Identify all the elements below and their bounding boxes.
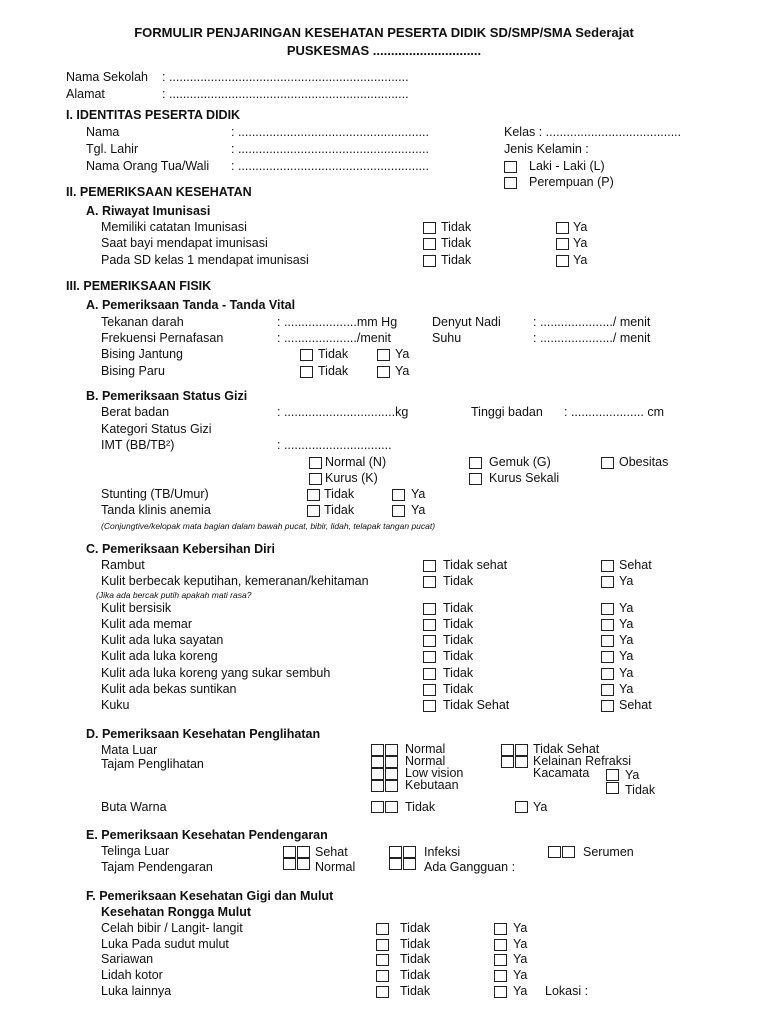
form-subtitle: PUSKESMAS ..............................	[286, 43, 482, 58]
tekanan-darah-field[interactable]: : .....................mm Hg	[277, 315, 398, 329]
kebersihan-row-label: Kulit ada luka sayatan	[101, 633, 224, 647]
infeksi-label: Infeksi	[424, 845, 461, 859]
option-label: Tidak Sehat	[443, 698, 510, 712]
gizi-obesitas-label: Obesitas	[619, 455, 669, 469]
kebersihan-yes-checkbox[interactable]	[601, 651, 614, 663]
tidak-sehat-label: Tidak Sehat	[533, 742, 600, 756]
section-identitas-title: I. IDENTITAS PESERTA DIDIK	[66, 108, 241, 122]
kebersihan-row-label: Kulit ada memar	[101, 617, 193, 631]
berat-badan-field[interactable]: : ................................kg	[277, 405, 409, 419]
option-label: Tidak	[400, 921, 431, 935]
gizi-normal-checkbox[interactable]	[309, 457, 322, 469]
kebersihan-yes-checkbox[interactable]	[601, 603, 614, 615]
normal-label: Normal	[405, 754, 446, 768]
option-label: Ya	[619, 649, 634, 663]
gender-male-checkbox[interactable]	[504, 161, 517, 173]
option-label: Sehat	[619, 558, 652, 572]
option-label: Ya	[573, 236, 588, 250]
kebutaan-label: Kebutaan	[405, 778, 459, 792]
nama-label: Nama	[86, 125, 120, 139]
kebersihan-no-checkbox[interactable]	[423, 619, 436, 631]
tidak-sehat-checkbox[interactable]	[501, 744, 514, 756]
penglihatan-title: D. Pemeriksaan Kesehatan Penglihatan	[86, 727, 321, 741]
normal-label: Normal	[315, 860, 356, 874]
ortu-label: Nama Orang Tua/Wali	[86, 159, 210, 173]
imunisasi-yes-checkbox[interactable]	[556, 222, 569, 234]
buta-warna-no-checkbox[interactable]	[385, 801, 398, 813]
imunisasi-no-checkbox[interactable]	[423, 255, 436, 267]
gizi-obesitas-checkbox[interactable]	[601, 457, 614, 469]
kulit-note: (Jika ada bercak putih apakah mati rasa?	[96, 590, 252, 600]
denyut-nadi-field[interactable]: : ...................../ menit	[533, 315, 651, 329]
imunisasi-row-label: Pada SD kelas 1 mendapat imunisasi	[101, 253, 309, 267]
gigi-row-label: Luka Pada sudut mulut	[101, 937, 229, 951]
option-label: Tidak	[400, 952, 431, 966]
rambut-no-checkbox[interactable]	[423, 560, 436, 572]
option-label: Tidak	[441, 220, 472, 234]
tidak-sehat-checkbox[interactable]	[515, 744, 528, 756]
rambut-label: Rambut	[101, 558, 145, 572]
kebersihan-title: C. Pemeriksaan Kebersihan Diri	[86, 542, 275, 556]
tinggi-badan-label: Tinggi badan	[471, 405, 543, 419]
gigi-yes-checkbox[interactable]	[494, 939, 507, 951]
gigi-row-label: Celah bibir / Langit- langit	[101, 921, 243, 935]
bising-paru-label: Bising Paru	[101, 364, 165, 378]
option-label: Ya	[513, 984, 528, 998]
school-name-field[interactable]: : .....................................................................	[162, 70, 409, 84]
kulit-bercak-label: Kulit berbecak keputihan, kemeranan/kehitaman	[101, 574, 369, 588]
option-label: Sehat	[619, 698, 652, 712]
gizi-kurus-sekali-label: Kurus Sekali	[489, 471, 560, 485]
tajam-pendengaran-label: Tajam Pendengaran	[101, 860, 213, 874]
kelainan-refraksi-label: Kelainan Refraksi	[533, 754, 631, 768]
normal-checkbox[interactable]	[283, 858, 296, 870]
gigi-yes-checkbox[interactable]	[494, 923, 507, 935]
gangguan-checkbox[interactable]	[389, 858, 402, 870]
telinga-luar-label: Telinga Luar	[101, 844, 170, 858]
option-label: Ya	[619, 601, 634, 615]
option-label: Ya	[395, 347, 410, 361]
option-label: Ya	[395, 364, 410, 378]
imt-field[interactable]: : ...............................	[277, 438, 392, 452]
tajam-penglihatan-checkbox[interactable]	[371, 756, 384, 768]
normal-checkbox[interactable]	[297, 858, 310, 870]
section-pemeriksaan-title: II. PEMERIKSAAN KESEHATAN	[66, 185, 252, 199]
kebersihan-no-checkbox[interactable]	[423, 635, 436, 647]
kebersihan-no-checkbox[interactable]	[423, 651, 436, 663]
option-label: Tidak	[443, 649, 474, 663]
kebersihan-no-checkbox[interactable]	[423, 668, 436, 680]
gigi-row-label: Luka lainnya	[101, 984, 172, 998]
imt-label: IMT (BB/TB²)	[101, 438, 175, 452]
imunisasi-row-label: Memiliki catatan Imunisasi	[101, 220, 247, 234]
gangguan-checkbox[interactable]	[403, 858, 416, 870]
option-label: Ya	[533, 800, 548, 814]
imunisasi-no-checkbox[interactable]	[423, 222, 436, 234]
gigi-title: F. Pemeriksaan Kesehatan Gigi dan Mulut	[86, 889, 334, 903]
serumen-checkbox[interactable]	[562, 846, 575, 858]
option-label: Tidak	[443, 574, 474, 588]
gigi-row-label: Sariawan	[101, 952, 154, 966]
kebersihan-yes-checkbox[interactable]	[601, 700, 614, 712]
sehat-checkbox[interactable]	[297, 846, 310, 858]
school-address-field[interactable]: : .....................................................................	[162, 87, 409, 101]
option-label: Tidak	[441, 236, 472, 250]
kebersihan-yes-checkbox[interactable]	[601, 668, 614, 680]
ortu-field[interactable]: : .......................................................	[231, 159, 429, 173]
option-label: Tidak	[443, 682, 474, 696]
buta-warna-no-checkbox[interactable]	[371, 801, 384, 813]
imunisasi-no-checkbox[interactable]	[423, 238, 436, 250]
low-vision-label: Low vision	[405, 766, 464, 780]
gender-female-label: Perempuan (P)	[529, 175, 614, 189]
option-label: Ya	[619, 574, 634, 588]
gizi-normal-label: Normal (N)	[325, 455, 387, 469]
option-label: Tidak	[443, 617, 474, 631]
option-label: Tidak	[443, 633, 474, 647]
option-label: Ya	[513, 968, 528, 982]
kacamata-yes-label: Ya	[625, 768, 640, 782]
bising-paru-no-checkbox[interactable]	[300, 366, 313, 378]
tajam-penglihatan-checkbox[interactable]	[371, 768, 384, 780]
gangguan-label: Ada Gangguan :	[424, 860, 516, 874]
option-label: Tidak	[400, 968, 431, 982]
kebersihan-no-checkbox[interactable]	[423, 700, 436, 712]
gigi-no-checkbox[interactable]	[376, 986, 389, 998]
option-label: Tidak	[400, 984, 431, 998]
gizi-kurus-sekali-checkbox[interactable]	[469, 473, 482, 485]
tgl-lahir-field[interactable]: : .......................................................	[231, 142, 429, 156]
gigi-no-checkbox[interactable]	[376, 939, 389, 951]
kacamata-no-label: Tidak	[625, 783, 656, 797]
imunisasi-row-label: Saat bayi mendapat imunisasi	[101, 236, 268, 250]
option-label: Ya	[411, 503, 426, 517]
option-label: Ya	[513, 937, 528, 951]
gigi-row-label: Lidah kotor	[101, 968, 163, 982]
tajam-penglihatan-checkbox[interactable]	[385, 780, 398, 792]
option-label: Tidak	[400, 937, 431, 951]
option-label: Tidak	[324, 487, 355, 501]
kebersihan-row-label: Kulit ada luka koreng	[101, 649, 218, 663]
sehat-label: Sehat	[315, 845, 348, 859]
bising-jantung-no-checkbox[interactable]	[300, 349, 313, 361]
infeksi-checkbox[interactable]	[389, 846, 402, 858]
anemia-note: (Conjungtive/kelopak mata bagian dalam bawah pucat, bibir, lidah, telapak tangan pucat)	[101, 521, 436, 531]
option-label: Tidak	[405, 800, 436, 814]
gigi-yes-checkbox[interactable]	[494, 954, 507, 966]
kelas-field[interactable]: Kelas : .......................................	[504, 125, 682, 139]
riwayat-imunisasi-title: A. Riwayat Imunisasi	[86, 204, 211, 218]
gender-male-label: Laki - Laki (L)	[529, 159, 605, 173]
tajam-penglihatan-label: Tajam Penglihatan	[101, 757, 204, 771]
stunting-no-checkbox[interactable]	[307, 489, 320, 501]
suhu-field[interactable]: : ...................../ menit	[533, 331, 651, 345]
tekanan-darah-label: Tekanan darah	[101, 315, 184, 329]
mata-luar-label: Mata Luar	[101, 743, 158, 757]
kulit-bercak-no-checkbox[interactable]	[423, 576, 436, 588]
kebersihan-row-label: Kulit bersisik	[101, 601, 172, 615]
gizi-title: B. Pemeriksaan Status Gizi	[86, 389, 248, 403]
kacamata-yes-checkbox[interactable]	[606, 769, 619, 781]
bising-jantung-yes-checkbox[interactable]	[377, 349, 390, 361]
serumen-label: Serumen	[583, 845, 634, 859]
gigi-no-checkbox[interactable]	[376, 970, 389, 982]
option-label: Ya	[573, 220, 588, 234]
kebersihan-row-label: Kulit ada luka koreng yang sukar sembuh	[101, 666, 331, 680]
stunting-yes-checkbox[interactable]	[392, 489, 405, 501]
vital-title: A. Pemeriksaan Tanda - Tanda Vital	[86, 298, 296, 312]
anemia-label: Tanda klinis anemia	[101, 503, 211, 517]
infeksi-checkbox[interactable]	[403, 846, 416, 858]
kebersihan-yes-checkbox[interactable]	[601, 635, 614, 647]
pendengaran-title: E. Pemeriksaan Kesehatan Pendengaran	[86, 828, 328, 842]
option-label: Tidak	[324, 503, 355, 517]
option-label: Ya	[619, 633, 634, 647]
kebersihan-row-label: Kuku	[101, 698, 130, 712]
tajam-penglihatan-checkbox[interactable]	[385, 768, 398, 780]
kebersihan-yes-checkbox[interactable]	[601, 684, 614, 696]
gizi-kurus-label: Kurus (K)	[325, 471, 378, 485]
nama-field[interactable]: : .......................................................	[231, 125, 429, 139]
gizi-gemuk-label: Gemuk (G)	[489, 455, 551, 469]
option-label: Ya	[619, 682, 634, 696]
school-name-label: Nama Sekolah	[66, 70, 148, 84]
imunisasi-yes-checkbox[interactable]	[556, 255, 569, 267]
option-label: Tidak	[443, 666, 474, 680]
gizi-kurus-checkbox[interactable]	[309, 473, 322, 485]
rongga-mulut-subtitle: Kesehatan Rongga Mulut	[101, 905, 252, 919]
suhu-label: Suhu	[432, 331, 462, 345]
option-label: Tidak	[318, 364, 349, 378]
mata-luar-checkbox[interactable]	[371, 744, 384, 756]
kacamata-no-checkbox[interactable]	[606, 782, 619, 794]
kategori-gizi-label: Kategori Status Gizi	[101, 422, 212, 436]
section-fisik-title: III. PEMERIKSAAN FISIK	[66, 279, 212, 293]
bising-jantung-label: Bising Jantung	[101, 347, 184, 361]
mata-luar-checkbox[interactable]	[385, 744, 398, 756]
option-label: Ya	[513, 921, 528, 935]
kelainan-refraksi-checkbox[interactable]	[515, 756, 528, 768]
gigi-yes-checkbox[interactable]	[494, 970, 507, 982]
bising-paru-yes-checkbox[interactable]	[377, 366, 390, 378]
option-label: Ya	[619, 666, 634, 680]
option-label: Ya	[513, 952, 528, 966]
gigi-no-checkbox[interactable]	[376, 923, 389, 935]
kebersihan-row-label: Kulit ada bekas suntikan	[101, 682, 237, 696]
kacamata-label: Kacamata	[533, 766, 590, 780]
jenis-kelamin-label: Jenis Kelamin :	[504, 142, 589, 156]
buta-warna-label: Buta Warna	[101, 800, 167, 814]
tinggi-badan-field[interactable]: : ..................... cm	[564, 405, 665, 419]
kelainan-refraksi-checkbox[interactable]	[501, 756, 514, 768]
rambut-yes-checkbox[interactable]	[601, 560, 614, 572]
option-label: Ya	[619, 617, 634, 631]
denyut-nadi-label: Denyut Nadi	[432, 315, 501, 329]
buta-warna-yes-checkbox[interactable]	[515, 801, 528, 813]
imunisasi-yes-checkbox[interactable]	[556, 238, 569, 250]
normal-label: Normal	[405, 742, 446, 756]
gender-female-checkbox[interactable]	[504, 177, 517, 189]
pernafasan-label: Frekuensi Pernafasan	[101, 331, 224, 345]
serumen-checkbox[interactable]	[548, 846, 561, 858]
tgl-lahir-label: Tgl. Lahir	[86, 142, 139, 156]
option-label: Tidak sehat	[443, 558, 508, 572]
kebersihan-no-checkbox[interactable]	[423, 684, 436, 696]
berat-badan-label: Berat badan	[101, 405, 170, 419]
anemia-no-checkbox[interactable]	[307, 505, 320, 517]
pernafasan-field[interactable]: : ...................../menit	[277, 331, 391, 345]
option-label: Tidak	[443, 601, 474, 615]
option-label: Ya	[411, 487, 426, 501]
stunting-label: Stunting (TB/Umur)	[101, 487, 209, 501]
option-label: Tidak	[441, 253, 472, 267]
tajam-penglihatan-checkbox[interactable]	[371, 780, 384, 792]
kulit-bercak-yes-checkbox[interactable]	[601, 576, 614, 588]
lokasi-field[interactable]: Lokasi :	[545, 984, 589, 998]
option-label: Tidak	[318, 347, 349, 361]
tajam-penglihatan-checkbox[interactable]	[385, 756, 398, 768]
option-label: Ya	[573, 253, 588, 267]
gigi-no-checkbox[interactable]	[376, 954, 389, 966]
gizi-gemuk-checkbox[interactable]	[469, 457, 482, 469]
school-address-label: Alamat	[66, 87, 105, 101]
anemia-yes-checkbox[interactable]	[392, 505, 405, 517]
kebersihan-no-checkbox[interactable]	[423, 603, 436, 615]
kebersihan-yes-checkbox[interactable]	[601, 619, 614, 631]
gigi-yes-checkbox[interactable]	[494, 986, 507, 998]
sehat-checkbox[interactable]	[283, 846, 296, 858]
form-title: FORMULIR PENJARINGAN KESEHATAN PESERTA DIDIK SD/SMP/SMA Sederajat	[134, 25, 634, 40]
